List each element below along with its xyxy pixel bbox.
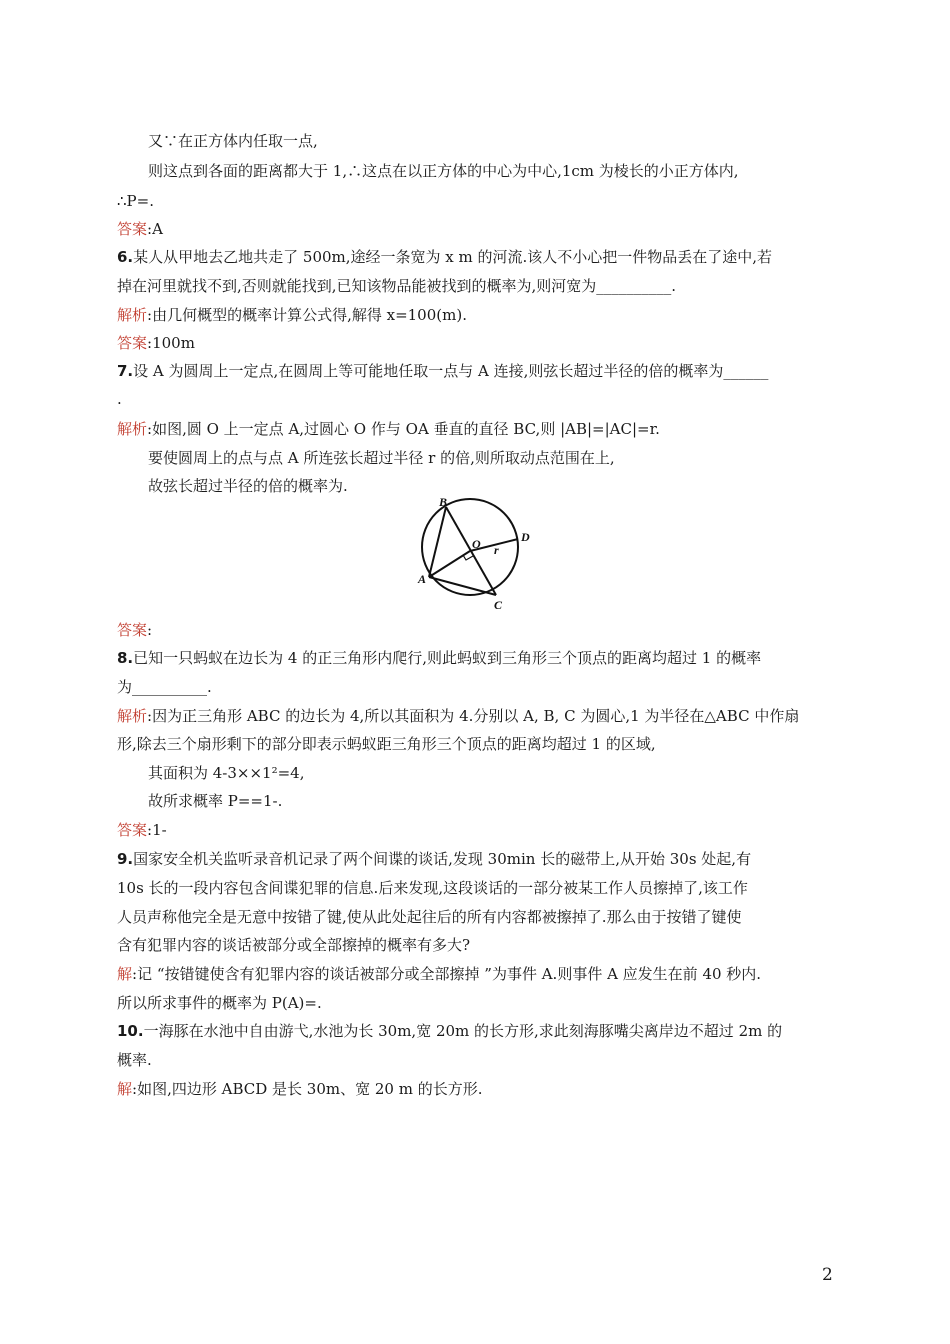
- line-01: 又∵在正方体内任取一点,: [148, 132, 318, 150]
- line-18: 形,除去三个扇形剩下的部分即表示蚂蚁距三角形三个顶点的距离均超过 1 的区域,: [117, 735, 656, 753]
- question-6: [117, 247, 772, 267]
- line-06: 掉在河里就找不到,否则就能找到,已知该物品能被找到的概率为,则河宽为__________.: [117, 277, 677, 295]
- question-7: [117, 361, 768, 381]
- question-text: 设 A 为圆周上一定点,在圆周上等可能地任取一点与 A 连接,则弦长超过半径的倍的概率为______: [133, 362, 769, 380]
- line-27: 所以所求事件的概率为 P(A)=.: [117, 994, 322, 1012]
- question-8: [117, 648, 761, 668]
- line-12: 要使圆周上的点与点 A 所连弦长超过半径 r 的倍,则所取动点范围在上,: [148, 449, 615, 467]
- page-number: 2: [822, 1265, 833, 1285]
- analysis-label: 解析: [117, 306, 148, 324]
- question-number: 7.: [117, 362, 134, 380]
- line-23: 10s 长的一段内容包含间谍犯罪的信息.后来发现,这段谈话的一部分被某工作人员擦掉了,该工作: [117, 879, 748, 897]
- solution-text: :如图,四边形 ABCD 是长 30m、宽 20 m 的长方形.: [132, 1080, 483, 1098]
- analysis-6: [117, 305, 467, 325]
- line-29: 概率.: [117, 1051, 152, 1069]
- solution-text: :记 “按错键使含有犯罪内容的谈话被部分或全部擦掉 ”为事件 A.则事件 A 应发生在前 40 秒内.: [132, 965, 762, 983]
- analysis-8: [117, 706, 799, 726]
- answer-text: :A: [147, 220, 163, 238]
- question-number: 9.: [117, 850, 134, 868]
- answer-5: [117, 219, 163, 239]
- line-25: 含有犯罪内容的谈话被部分或全部擦掉的概率有多大?: [117, 936, 471, 954]
- label-a: A: [418, 572, 427, 586]
- right-angle-mark: [463, 555, 473, 560]
- answer-6: [117, 333, 195, 353]
- analysis-7: [117, 419, 660, 439]
- line-20: 故所求概率 P==1-.: [148, 792, 283, 810]
- analysis-text: :由几何概型的概率计算公式得,解得 x=100(m).: [147, 306, 467, 324]
- answer-text: :100m: [147, 334, 195, 352]
- label-o: O: [472, 537, 481, 551]
- question-9: [117, 849, 751, 869]
- chord-ac: [429, 577, 496, 595]
- analysis-text: :因为正三角形 ABC 的边长为 4,所以其面积为 4.分别以 A, B, C 为圆心,1 为半径在△ABC 中作扇: [147, 707, 800, 725]
- line-19: 其面积为 4-3××1²=4,: [148, 764, 305, 782]
- question-number: 10.: [117, 1022, 144, 1040]
- line-24: 人员声称他完全是无意中按错了键,使从此处起往后的所有内容都被擦掉了.那么由于按错了键使: [117, 908, 742, 926]
- line-02: 则这点到各面的距离都大于 1,∴这点在以正方体的中心为中心,1cm 为棱长的小正方体内,: [148, 162, 739, 180]
- label-d: D: [521, 530, 530, 544]
- label-r: r: [494, 543, 499, 557]
- answer-8: [117, 820, 167, 840]
- line-16: 为__________.: [117, 678, 212, 696]
- solution-9: [117, 964, 761, 984]
- circle-figure: [410, 494, 540, 616]
- answer-label: 答案: [117, 334, 148, 352]
- question-10: [117, 1021, 782, 1041]
- label-b: B: [439, 495, 448, 509]
- question-text: 一海豚在水池中自由游弋,水池为长 30m,宽 20m 的长方形,求此刻海豚嘴尖离岸边不超过 2m 的: [143, 1022, 783, 1040]
- answer-7: [117, 620, 152, 640]
- question-text: 国家安全机关监听录音机记录了两个间谍的谈话,发现 30min 长的磁带上,从开始 30s 处起,有: [133, 850, 752, 868]
- line-10: .: [117, 390, 122, 408]
- analysis-label: 解析: [117, 420, 148, 438]
- solution-10: [117, 1079, 482, 1099]
- line-03: ∴P=.: [117, 192, 154, 210]
- question-text: 某人从甲地去乙地共走了 500m,途经一条宽为 x m 的河流.该人不小心把一件物品丢在了途中,若: [133, 248, 773, 266]
- answer-label: 答案: [117, 220, 148, 238]
- analysis-text: :如图,圆 O 上一定点 A,过圆心 O 作与 OA 垂直的直径 BC,则 |AB|=|AC|=r.: [147, 420, 660, 438]
- answer-label: 答案: [117, 621, 148, 639]
- question-number: 6.: [117, 248, 134, 266]
- solution-label: 解: [117, 965, 133, 983]
- label-c: C: [494, 598, 503, 612]
- analysis-label: 解析: [117, 707, 148, 725]
- question-text: 已知一只蚂蚁在边长为 4 的正三角形内爬行,则此蚂蚁到三角形三个顶点的距离均超过 1 的概率: [133, 649, 762, 667]
- line-13: 故弦长超过半径的倍的概率为.: [148, 477, 348, 495]
- answer-text: :: [147, 621, 153, 639]
- answer-label: 答案: [117, 821, 148, 839]
- solution-label: 解: [117, 1080, 133, 1098]
- question-number: 8.: [117, 649, 134, 667]
- answer-text: :1-: [147, 821, 167, 839]
